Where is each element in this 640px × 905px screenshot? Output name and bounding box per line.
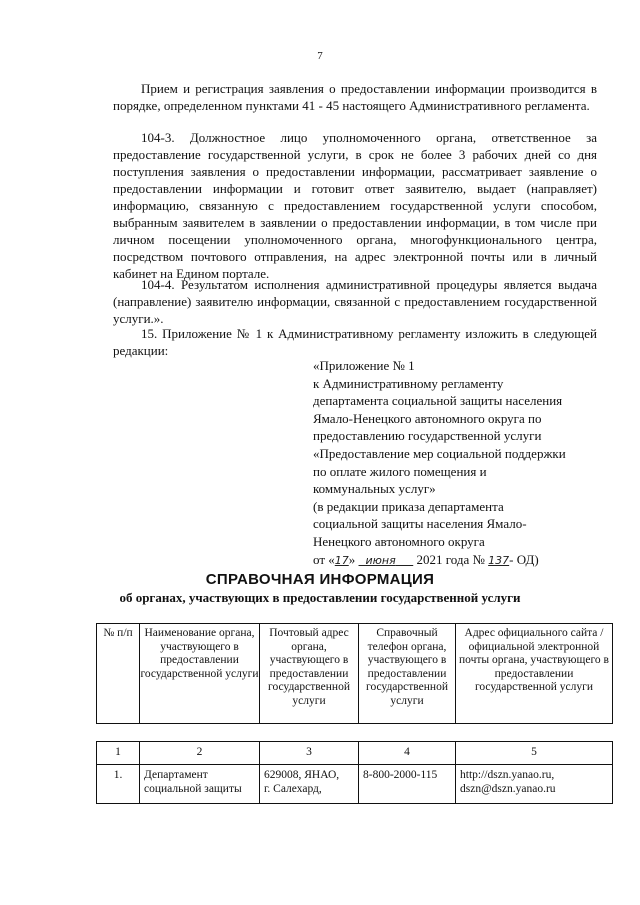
- reference-title: СПРАВОЧНАЯ ИНФОРМАЦИЯ: [205, 571, 435, 588]
- reference-subtitle: об органах, участвующих в предоставлении государственной услуги: [119, 590, 521, 605]
- paragraph-15: [113, 325, 597, 359]
- col-number: 3: [260, 742, 359, 765]
- paragraph-104-3-text: 104-3. Должностное лицо уполномоченного органа, ответственное за предоставление государственной услуги, в срок не более 3 рабочих дней со дня поступления заявления о предоставлении информации, рассматривает заявление о предоставлении информации и готовит ответ заявителю, выдает (направляет) информацию, связанную с предоставлением государственной услуги способом, выбранным заявителем в заявлении о предоставлении информации, в том числе при личном посещении уполномоченного органа, многофункционального центра, посредством почтового отправления, на адрес электронной почты или в личный кабинет на Едином портале.: [113, 130, 597, 281]
- column-number-row: [97, 742, 613, 765]
- appendix-line: департамента социальной защиты населения: [313, 393, 563, 409]
- header-phone: Справочный телефон органа, участвующего в предоставлении государственной услуги: [359, 624, 456, 724]
- header-num: № п/п: [97, 624, 140, 724]
- date-month-handwritten: июня: [365, 553, 396, 567]
- appendix-line: «Приложение № 1: [313, 358, 415, 373]
- row-organ-name: Департамент социальной защиты: [140, 765, 260, 804]
- col-number: 4: [359, 742, 456, 765]
- date-day-handwritten: 17: [334, 553, 349, 567]
- appendix-line: к Административному регламенту: [313, 375, 504, 391]
- paragraph-104-4: [113, 276, 597, 327]
- page-number: 7: [317, 50, 323, 62]
- header-organ-name: Наименование органа, участвующего в предоставлении государственной услуги: [140, 624, 260, 724]
- row-website: http://dszn.yanao.ru, dszn@dszn.yanao.ru: [456, 765, 613, 804]
- appendix-line: (в редакции приказа департамента: [313, 498, 504, 514]
- appendix-line: «Предоставление мер социальной поддержки: [313, 445, 566, 461]
- order-number-handwritten: 137: [488, 553, 510, 567]
- paragraph-reception: [113, 80, 597, 114]
- paragraph-reception-text: Прием и регистрация заявления о предоставлении информации производится в порядке, определенном пунктами 41 - 45 настоящего Административного регламента.: [113, 81, 597, 113]
- table-body: [96, 741, 613, 804]
- appendix-line: предоставлению государственной услуги: [313, 428, 542, 444]
- paragraph-15-text: 15. Приложение № 1 к Административному регламенту изложить в следующей редакции:: [113, 326, 597, 358]
- table-row: [97, 765, 613, 804]
- row-phone: 8-800-2000-115: [359, 765, 456, 804]
- appendix-line: коммунальных услуг»: [313, 481, 436, 497]
- appendix-line: социальной защиты населения Ямало-: [313, 516, 527, 532]
- col-number: 5: [456, 742, 613, 765]
- appendix-line: по оплате жилого помещения и: [313, 463, 487, 479]
- appendix-block: [313, 357, 613, 569]
- header-website: Адрес официального сайта /официальной электронной почты органа, участвующего в предоставлении государственной услуги: [456, 624, 613, 724]
- paragraph-104-3: [113, 129, 597, 282]
- table-header: [96, 623, 613, 724]
- appendix-line: Ямало-Ненецкого автономного округа по: [313, 410, 542, 426]
- header-postal-address: Почтовый адрес органа, участвующего в предоставлении государственной услуги: [260, 624, 359, 724]
- col-number: 2: [140, 742, 260, 765]
- row-postal-address: 629008, ЯНАО, г. Салехард,: [260, 765, 359, 804]
- appendix-date-line: от «17» июня 2021 года № 137- ОД): [313, 551, 539, 567]
- col-number: 1: [97, 742, 140, 765]
- row-num: 1.: [97, 765, 140, 804]
- appendix-line: Ненецкого автономного округа: [313, 533, 485, 549]
- paragraph-104-4-text: 104-4. Результатом исполнения административной процедуры является выдача (направление) заявителю информации, связанной с предоставлением государственной услуги.».: [113, 277, 597, 326]
